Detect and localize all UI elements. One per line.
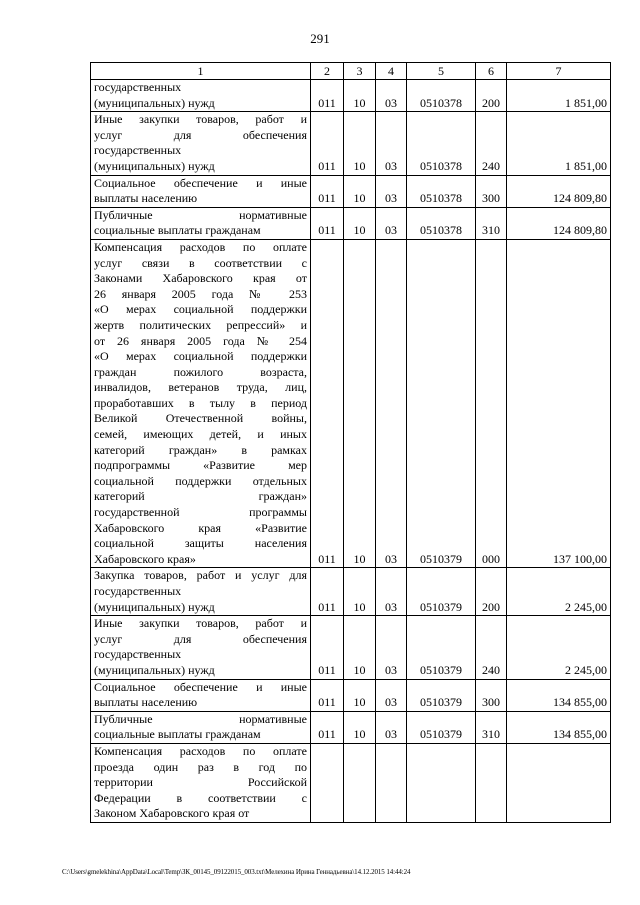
target-article-code-cell: 0510379 [407, 239, 476, 567]
description-line: Иные закупки товаров, работ и [94, 616, 307, 631]
description-line: жертв политических репрессий» и [94, 317, 307, 332]
file-path-footer: C:\Users\gmelekhina\AppData\Local\Temp\ЗК_00145_09122015_003.txt\Мелехина Ирина Геннадьевна\14.12.2015 14:44:24 [62, 868, 411, 876]
row-description [91, 239, 311, 567]
subsection-code-cell: 03 [376, 679, 407, 711]
description-line: территории Российской [94, 775, 307, 790]
table-row [91, 175, 611, 207]
ministry-code-cell: 011 [311, 80, 344, 112]
table-row [91, 568, 611, 616]
table-row [91, 616, 611, 679]
amount-cell: 134 855,00 [507, 711, 611, 743]
ministry-code-cell [311, 743, 344, 822]
amount-cell: 1 851,00 [507, 80, 611, 112]
description-line: Великой Отечественной войны, [94, 411, 307, 426]
target-article-code-cell: 0510378 [407, 80, 476, 112]
header-cell-7: 7 [507, 63, 611, 80]
table-body [91, 80, 611, 823]
description-line: государственной программы [94, 505, 307, 520]
subsection-code-cell: 03 [376, 711, 407, 743]
row-description [91, 743, 311, 822]
table-row [91, 711, 611, 743]
amount-cell: 137 100,00 [507, 239, 611, 567]
description-line: Публичные нормативные [94, 711, 307, 726]
ministry-code-cell: 011 [311, 175, 344, 207]
section-code-cell: 10 [344, 207, 376, 239]
target-article-code-cell: 0510378 [407, 175, 476, 207]
target-article-code-cell: 0510379 [407, 616, 476, 679]
description-line: инвалидов, ветеранов труда, лиц, [94, 380, 307, 395]
ministry-code-cell: 011 [311, 207, 344, 239]
description-line: Иные закупки товаров, работ и [94, 112, 307, 127]
description-line: социальные выплаты гражданам [94, 727, 261, 742]
description-line: социальные выплаты гражданам [94, 223, 261, 238]
section-code-cell: 10 [344, 112, 376, 175]
target-article-code-cell [407, 743, 476, 822]
description-line: «О мерах социальной поддержки [94, 302, 307, 317]
expense-type-code-cell: 240 [476, 112, 507, 175]
description-line: категорий граждан» [94, 489, 307, 504]
target-article-code-cell: 0510379 [407, 568, 476, 616]
section-code-cell: 10 [344, 175, 376, 207]
description-line: Законами Хабаровского края от [94, 271, 307, 286]
description-line: Хабаровского края» [94, 551, 196, 566]
description-line: (муниципальных) нужд [94, 158, 215, 173]
row-description [91, 175, 311, 207]
description-line: категорий граждан» в рамках [94, 442, 307, 457]
description-line: услуг для обеспечения [94, 127, 307, 142]
row-description [91, 207, 311, 239]
description-line: Законом Хабаровского края от [94, 806, 250, 821]
description-line: Публичные нормативные [94, 207, 307, 222]
description-line: семей, имеющих детей, и иных [94, 427, 307, 442]
amount-cell: 124 809,80 [507, 175, 611, 207]
ministry-code-cell: 011 [311, 711, 344, 743]
table-row [91, 679, 611, 711]
table-row [91, 743, 611, 822]
header-cell-6: 6 [476, 63, 507, 80]
description-line: 26 января 2005 года № 253 [94, 286, 307, 301]
ministry-code-cell: 011 [311, 568, 344, 616]
page-number: 291 [310, 31, 330, 46]
description-line: Федерации в соответствии с [94, 790, 307, 805]
target-article-code-cell: 0510378 [407, 112, 476, 175]
description-line: от 26 января 2005 года № 254 [94, 333, 307, 348]
amount-cell: 2 245,00 [507, 568, 611, 616]
header-cell-2: 2 [311, 63, 344, 80]
amount-cell: 2 245,00 [507, 616, 611, 679]
description-line: выплаты населению [94, 191, 198, 206]
subsection-code-cell: 03 [376, 80, 407, 112]
description-line: социальной поддержки отдельных [94, 473, 307, 488]
subsection-code-cell: 03 [376, 207, 407, 239]
description-line: Социальное обеспечение и иные [94, 175, 307, 190]
section-code-cell: 10 [344, 568, 376, 616]
expense-type-code-cell [476, 743, 507, 822]
header-cell-1: 1 [91, 63, 311, 80]
description-line: выплаты населению [94, 695, 198, 710]
section-code-cell: 10 [344, 239, 376, 567]
description-line: государственных [94, 584, 182, 598]
subsection-code-cell: 03 [376, 616, 407, 679]
row-description [91, 80, 311, 112]
row-description [91, 568, 311, 616]
target-article-code-cell: 0510379 [407, 679, 476, 711]
description-line: Компенсация расходов по оплате [94, 743, 307, 758]
row-description [91, 112, 311, 175]
table-row [91, 80, 611, 112]
header-row [91, 63, 611, 80]
description-line: проработавших в тылу в период [94, 395, 307, 410]
expense-type-code-cell: 310 [476, 711, 507, 743]
description-line: граждан пожилого возраста, [94, 364, 307, 379]
section-code-cell: 10 [344, 616, 376, 679]
description-line: проезда один раз в год по [94, 759, 307, 774]
section-code-cell: 10 [344, 711, 376, 743]
ministry-code-cell: 011 [311, 616, 344, 679]
ministry-code-cell: 011 [311, 239, 344, 567]
subsection-code-cell: 03 [376, 568, 407, 616]
description-line: (муниципальных) нужд [94, 95, 215, 110]
section-code-cell: 10 [344, 679, 376, 711]
description-line: Социальное обеспечение и иные [94, 679, 307, 694]
description-line: Хабаровского края «Развитие [94, 520, 307, 535]
description-line: услуг для обеспечения [94, 631, 307, 646]
ministry-code-cell: 011 [311, 679, 344, 711]
amount-cell: 134 855,00 [507, 679, 611, 711]
description-line: Закупка товаров, работ и услуг для [94, 568, 307, 583]
target-article-code-cell: 0510378 [407, 207, 476, 239]
expense-type-code-cell: 300 [476, 679, 507, 711]
description-line: (муниципальных) нужд [94, 662, 215, 677]
amount-cell: 124 809,80 [507, 207, 611, 239]
header-cell-4: 4 [376, 63, 407, 80]
section-code-cell [344, 743, 376, 822]
expense-type-code-cell: 200 [476, 568, 507, 616]
expense-type-code-cell: 300 [476, 175, 507, 207]
ministry-code-cell: 011 [311, 112, 344, 175]
header-cell-5: 5 [407, 63, 476, 80]
section-code-cell: 10 [344, 80, 376, 112]
expense-type-code-cell: 310 [476, 207, 507, 239]
budget-table [90, 62, 611, 823]
subsection-code-cell: 03 [376, 175, 407, 207]
expense-type-code-cell: 200 [476, 80, 507, 112]
table-row [91, 112, 611, 175]
description-line: государственных [94, 647, 182, 662]
header-cell-3: 3 [344, 63, 376, 80]
amount-cell [507, 743, 611, 822]
row-description [91, 711, 311, 743]
description-line: (муниципальных) нужд [94, 599, 215, 614]
description-line: социальной защиты населения [94, 536, 307, 551]
description-line: услуг связи в соответствии с [94, 255, 307, 270]
target-article-code-cell: 0510379 [407, 711, 476, 743]
table-row [91, 239, 611, 567]
row-description [91, 679, 311, 711]
subsection-code-cell: 03 [376, 239, 407, 567]
expense-type-code-cell: 000 [476, 239, 507, 567]
subsection-code-cell: 03 [376, 112, 407, 175]
description-line: государственных [94, 143, 182, 158]
description-line: подпрограммы «Развитие мер [94, 458, 307, 473]
description-line: Компенсация расходов по оплате [94, 239, 307, 254]
table-row [91, 207, 611, 239]
description-line: «О мерах социальной поддержки [94, 349, 307, 364]
description-line: государственных [94, 80, 182, 94]
subsection-code-cell [376, 743, 407, 822]
amount-cell: 1 851,00 [507, 112, 611, 175]
expense-type-code-cell: 240 [476, 616, 507, 679]
row-description [91, 616, 311, 679]
